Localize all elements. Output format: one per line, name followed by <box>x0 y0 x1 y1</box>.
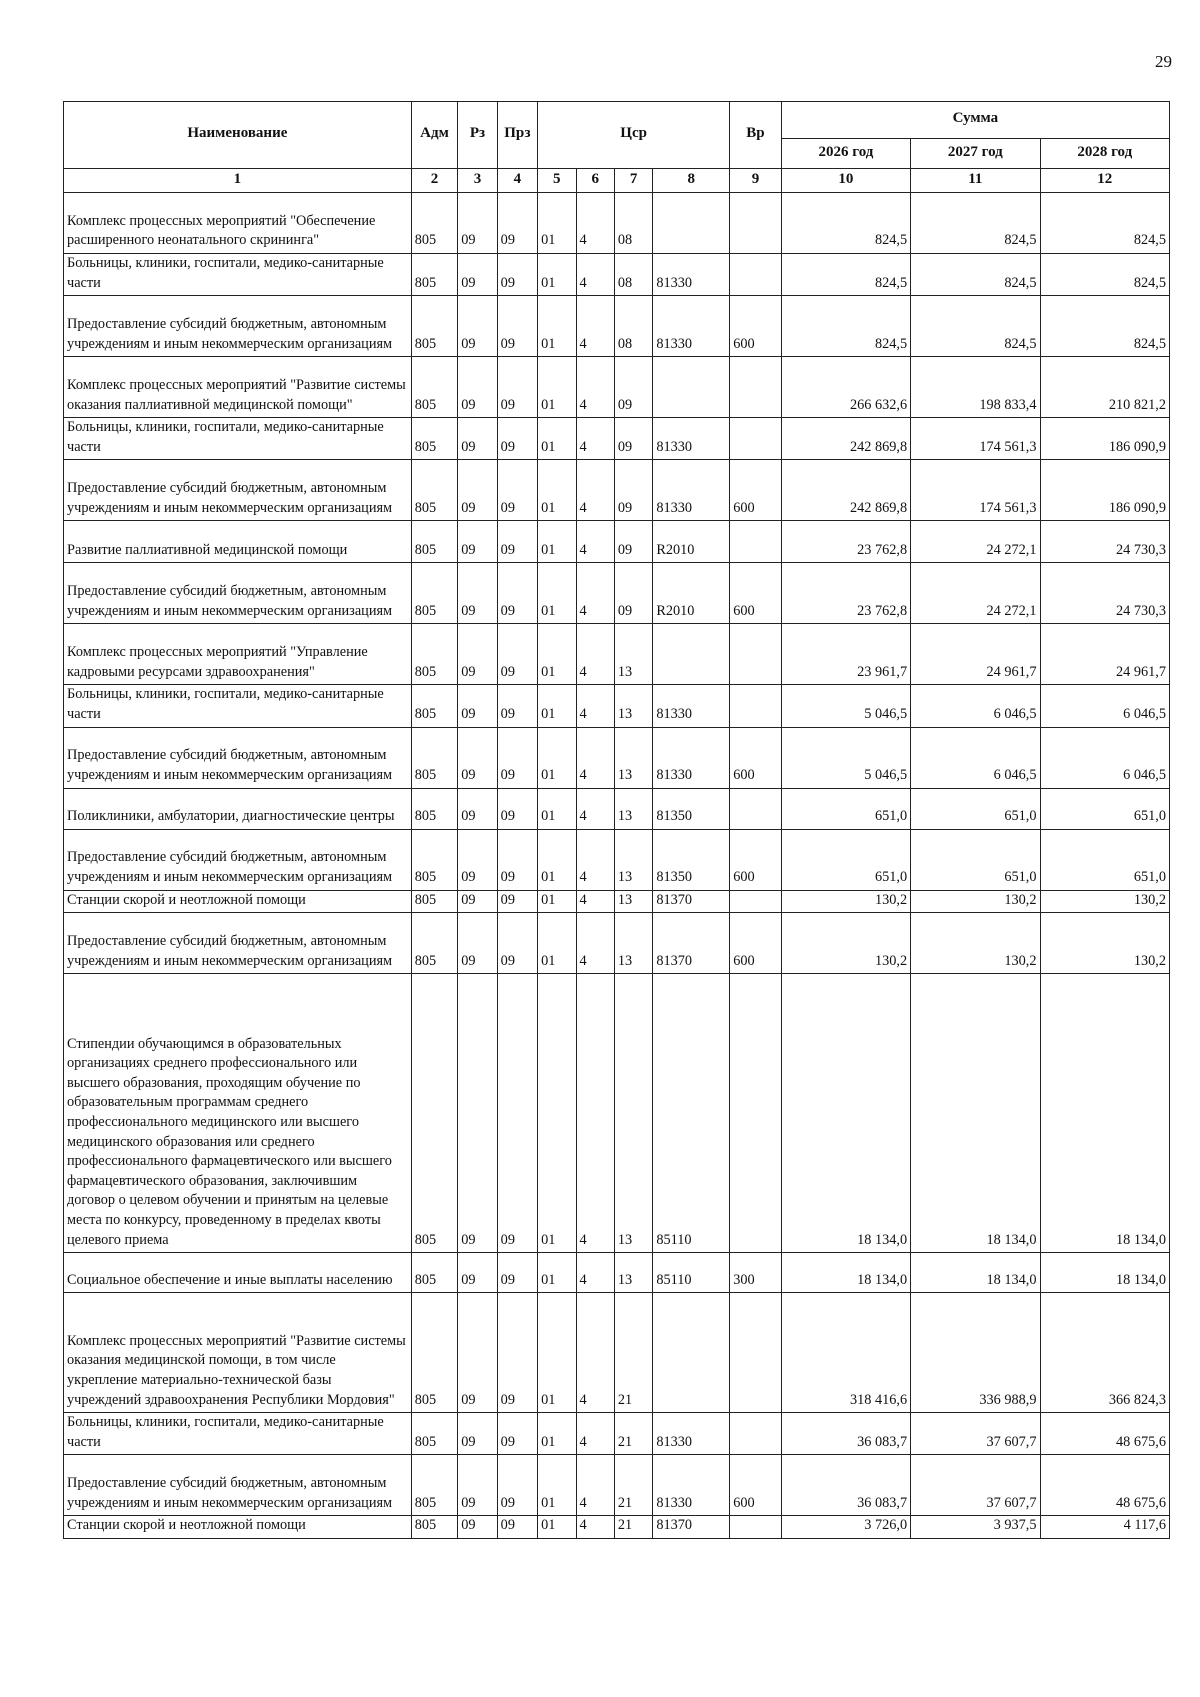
row-csr-program: 01 <box>538 624 576 685</box>
row-amount-2027: 651,0 <box>911 829 1040 890</box>
column-number: 9 <box>730 169 782 193</box>
row-amount-2026: 318 416,6 <box>781 1293 910 1413</box>
row-csr-structural: 09 <box>614 521 652 563</box>
row-csr-type: 4 <box>576 254 614 296</box>
row-prz: 09 <box>497 296 537 357</box>
row-amount-2028: 651,0 <box>1040 788 1169 829</box>
row-csr-direction: 81330 <box>653 1413 730 1455</box>
table-row <box>64 685 1170 727</box>
row-csr-direction: 85110 <box>653 974 730 1253</box>
table-row <box>64 357 1170 418</box>
row-amount-2027: 3 937,5 <box>911 1516 1040 1539</box>
row-prz: 09 <box>497 521 537 563</box>
row-amount-2028: 24 730,3 <box>1040 521 1169 563</box>
row-adm: 805 <box>411 974 458 1253</box>
row-amount-2027: 651,0 <box>911 788 1040 829</box>
row-name: Предоставление субсидий бюджетным, автономным учреждениям и иным некоммерческим организациям <box>64 913 412 974</box>
row-rz: 09 <box>458 685 497 727</box>
row-prz: 09 <box>497 1253 537 1293</box>
header-csr: Цср <box>538 102 730 169</box>
table-row <box>64 460 1170 521</box>
row-adm: 805 <box>411 1253 458 1293</box>
row-csr-structural: 21 <box>614 1455 652 1516</box>
row-prz: 09 <box>497 788 537 829</box>
row-adm: 805 <box>411 624 458 685</box>
row-amount-2028: 6 046,5 <box>1040 727 1169 788</box>
row-amount-2027: 130,2 <box>911 913 1040 974</box>
row-name: Предоставление субсидий бюджетным, автономным учреждениям и иным некоммерческим организациям <box>64 296 412 357</box>
row-csr-direction: 81330 <box>653 685 730 727</box>
table-row <box>64 1253 1170 1293</box>
row-csr-type: 4 <box>576 1516 614 1539</box>
column-number: 8 <box>653 169 730 193</box>
row-prz: 09 <box>497 829 537 890</box>
row-vr <box>730 974 782 1253</box>
row-adm: 805 <box>411 563 458 624</box>
column-number-row <box>64 169 1170 193</box>
table-row <box>64 624 1170 685</box>
row-adm: 805 <box>411 1455 458 1516</box>
header-year-2026: 2026 год <box>781 139 910 169</box>
row-amount-2028: 651,0 <box>1040 829 1169 890</box>
header-year-2028: 2028 год <box>1040 139 1169 169</box>
column-number: 1 <box>64 169 412 193</box>
column-number: 3 <box>458 169 497 193</box>
row-vr <box>730 624 782 685</box>
header-sum: Сумма <box>781 102 1169 139</box>
row-vr <box>730 788 782 829</box>
row-prz: 09 <box>497 193 537 254</box>
row-rz: 09 <box>458 890 497 913</box>
row-amount-2028: 18 134,0 <box>1040 1253 1169 1293</box>
row-rz: 09 <box>458 193 497 254</box>
table-row <box>64 1455 1170 1516</box>
row-amount-2026: 266 632,6 <box>781 357 910 418</box>
row-csr-direction: 81330 <box>653 296 730 357</box>
row-csr-type: 4 <box>576 521 614 563</box>
row-vr: 600 <box>730 563 782 624</box>
row-prz: 09 <box>497 1413 537 1455</box>
row-rz: 09 <box>458 788 497 829</box>
row-csr-type: 4 <box>576 1413 614 1455</box>
row-name: Больницы, клиники, госпитали, медико-санитарные части <box>64 1413 412 1455</box>
row-csr-structural: 21 <box>614 1516 652 1539</box>
row-csr-program: 01 <box>538 1293 576 1413</box>
row-rz: 09 <box>458 418 497 460</box>
row-name: Стипендии обучающимся в образовательных организациях среднего профессионального или высшего образования, проходящим обучение по образовательным программам среднего профессионального медицинского или высшего медицинского образования или среднего профессионального фармацевтического или высшего фармацевтического образования, заключившим договор о целевом обучении и принятым на целевые места по конкурсу, проведенному в пределах квоты целевого приема <box>64 974 412 1253</box>
row-vr <box>730 254 782 296</box>
row-amount-2027: 37 607,7 <box>911 1413 1040 1455</box>
header-vr: Вр <box>730 102 782 169</box>
row-csr-direction: 81330 <box>653 460 730 521</box>
row-amount-2026: 36 083,7 <box>781 1413 910 1455</box>
row-rz: 09 <box>458 563 497 624</box>
row-prz: 09 <box>497 1455 537 1516</box>
column-number: 11 <box>911 169 1040 193</box>
row-name: Больницы, клиники, госпитали, медико-санитарные части <box>64 418 412 460</box>
row-csr-type: 4 <box>576 913 614 974</box>
row-prz: 09 <box>497 913 537 974</box>
row-vr <box>730 1516 782 1539</box>
row-prz: 09 <box>497 563 537 624</box>
row-csr-direction <box>653 624 730 685</box>
row-csr-program: 01 <box>538 1516 576 1539</box>
row-csr-program: 01 <box>538 418 576 460</box>
row-csr-structural: 13 <box>614 727 652 788</box>
row-rz: 09 <box>458 829 497 890</box>
row-csr-type: 4 <box>576 624 614 685</box>
row-rz: 09 <box>458 1455 497 1516</box>
row-csr-structural: 13 <box>614 913 652 974</box>
row-csr-program: 01 <box>538 254 576 296</box>
row-vr <box>730 193 782 254</box>
row-amount-2027: 24 961,7 <box>911 624 1040 685</box>
table-row <box>64 829 1170 890</box>
row-prz: 09 <box>497 460 537 521</box>
table-row <box>64 254 1170 296</box>
row-adm: 805 <box>411 296 458 357</box>
row-prz: 09 <box>497 890 537 913</box>
row-name: Комплекс процессных мероприятий "Развитие системы оказания медицинской помощи, в том числе укрепление материально-технической базы учреждений здравоохранения Республики Мордовия" <box>64 1293 412 1413</box>
table-row <box>64 1516 1170 1539</box>
row-adm: 805 <box>411 1413 458 1455</box>
row-csr-structural: 08 <box>614 296 652 357</box>
row-csr-structural: 21 <box>614 1293 652 1413</box>
row-amount-2026: 23 762,8 <box>781 563 910 624</box>
row-adm: 805 <box>411 727 458 788</box>
row-csr-structural: 13 <box>614 974 652 1253</box>
row-amount-2027: 198 833,4 <box>911 357 1040 418</box>
row-rz: 09 <box>458 1293 497 1413</box>
row-csr-direction: 81370 <box>653 1516 730 1539</box>
table-row <box>64 193 1170 254</box>
row-rz: 09 <box>458 1253 497 1293</box>
row-rz: 09 <box>458 974 497 1253</box>
row-adm: 805 <box>411 193 458 254</box>
row-csr-direction: 81330 <box>653 418 730 460</box>
row-adm: 805 <box>411 254 458 296</box>
row-csr-type: 4 <box>576 727 614 788</box>
row-csr-structural: 09 <box>614 460 652 521</box>
row-csr-direction: 81330 <box>653 1455 730 1516</box>
row-csr-type: 4 <box>576 788 614 829</box>
row-adm: 805 <box>411 521 458 563</box>
row-csr-structural: 13 <box>614 1253 652 1293</box>
header-prz: Прз <box>497 102 537 169</box>
row-rz: 09 <box>458 727 497 788</box>
header-name: Наименование <box>64 102 412 169</box>
row-csr-type: 4 <box>576 418 614 460</box>
row-csr-type: 4 <box>576 193 614 254</box>
row-csr-type: 4 <box>576 890 614 913</box>
row-amount-2026: 242 869,8 <box>781 418 910 460</box>
row-vr <box>730 418 782 460</box>
row-amount-2026: 824,5 <box>781 296 910 357</box>
row-amount-2027: 37 607,7 <box>911 1455 1040 1516</box>
row-name: Предоставление субсидий бюджетным, автономным учреждениям и иным некоммерческим организациям <box>64 1455 412 1516</box>
row-csr-program: 01 <box>538 1455 576 1516</box>
column-number: 10 <box>781 169 910 193</box>
row-csr-structural: 13 <box>614 829 652 890</box>
row-rz: 09 <box>458 624 497 685</box>
row-csr-direction: 81330 <box>653 254 730 296</box>
row-prz: 09 <box>497 254 537 296</box>
row-csr-direction <box>653 193 730 254</box>
row-csr-direction: 85110 <box>653 1253 730 1293</box>
row-csr-program: 01 <box>538 913 576 974</box>
row-adm: 805 <box>411 829 458 890</box>
row-csr-direction: 81370 <box>653 890 730 913</box>
row-amount-2028: 186 090,9 <box>1040 418 1169 460</box>
row-amount-2026: 3 726,0 <box>781 1516 910 1539</box>
row-csr-structural: 09 <box>614 563 652 624</box>
table-row <box>64 890 1170 913</box>
row-rz: 09 <box>458 1413 497 1455</box>
row-name: Предоставление субсидий бюджетным, автономным учреждениям и иным некоммерческим организациям <box>64 460 412 521</box>
table-row <box>64 418 1170 460</box>
row-name: Предоставление субсидий бюджетным, автономным учреждениям и иным некоммерческим организациям <box>64 829 412 890</box>
row-amount-2027: 174 561,3 <box>911 460 1040 521</box>
row-vr <box>730 890 782 913</box>
row-vr <box>730 1293 782 1413</box>
row-name: Больницы, клиники, госпитали, медико-санитарные части <box>64 685 412 727</box>
row-amount-2027: 824,5 <box>911 193 1040 254</box>
column-number: 2 <box>411 169 458 193</box>
row-rz: 09 <box>458 254 497 296</box>
row-csr-structural: 09 <box>614 418 652 460</box>
row-amount-2027: 824,5 <box>911 254 1040 296</box>
row-csr-program: 01 <box>538 788 576 829</box>
row-name: Станции скорой и неотложной помощи <box>64 1516 412 1539</box>
row-amount-2027: 24 272,1 <box>911 563 1040 624</box>
row-amount-2026: 23 961,7 <box>781 624 910 685</box>
row-csr-type: 4 <box>576 357 614 418</box>
row-rz: 09 <box>458 460 497 521</box>
row-csr-program: 01 <box>538 296 576 357</box>
table-row <box>64 913 1170 974</box>
row-csr-program: 01 <box>538 193 576 254</box>
row-csr-program: 01 <box>538 563 576 624</box>
row-vr: 300 <box>730 1253 782 1293</box>
row-csr-structural: 13 <box>614 624 652 685</box>
row-vr <box>730 1413 782 1455</box>
row-csr-program: 01 <box>538 1253 576 1293</box>
table-row <box>64 788 1170 829</box>
row-csr-type: 4 <box>576 1253 614 1293</box>
column-number: 5 <box>538 169 576 193</box>
row-amount-2027: 24 272,1 <box>911 521 1040 563</box>
row-csr-program: 01 <box>538 460 576 521</box>
column-number: 7 <box>614 169 652 193</box>
row-amount-2027: 336 988,9 <box>911 1293 1040 1413</box>
row-amount-2027: 18 134,0 <box>911 974 1040 1253</box>
row-vr: 600 <box>730 727 782 788</box>
row-csr-type: 4 <box>576 1293 614 1413</box>
header-rz: Рз <box>458 102 497 169</box>
row-csr-type: 4 <box>576 829 614 890</box>
row-amount-2027: 824,5 <box>911 296 1040 357</box>
column-number: 4 <box>497 169 537 193</box>
table-row <box>64 521 1170 563</box>
row-amount-2026: 130,2 <box>781 890 910 913</box>
row-csr-type: 4 <box>576 974 614 1253</box>
row-amount-2028: 824,5 <box>1040 254 1169 296</box>
row-csr-direction: 81350 <box>653 788 730 829</box>
row-amount-2028: 186 090,9 <box>1040 460 1169 521</box>
row-amount-2026: 36 083,7 <box>781 1455 910 1516</box>
row-amount-2026: 130,2 <box>781 913 910 974</box>
row-vr: 600 <box>730 296 782 357</box>
row-adm: 805 <box>411 1516 458 1539</box>
row-amount-2026: 824,5 <box>781 193 910 254</box>
row-csr-structural: 08 <box>614 193 652 254</box>
header-year-2027: 2027 год <box>911 139 1040 169</box>
row-vr: 600 <box>730 1455 782 1516</box>
row-vr <box>730 521 782 563</box>
table-row <box>64 1293 1170 1413</box>
row-amount-2027: 6 046,5 <box>911 727 1040 788</box>
row-amount-2026: 242 869,8 <box>781 460 910 521</box>
column-number: 12 <box>1040 169 1169 193</box>
row-rz: 09 <box>458 296 497 357</box>
row-name: Комплекс процессных мероприятий "Развитие системы оказания паллиативной медицинской помощи" <box>64 357 412 418</box>
table-row <box>64 563 1170 624</box>
row-name: Больницы, клиники, госпитали, медико-санитарные части <box>64 254 412 296</box>
page-number: 29 <box>1155 52 1172 71</box>
table-row <box>64 296 1170 357</box>
row-name: Комплекс процессных мероприятий "Обеспечение расширенного неонатального скрининга" <box>64 193 412 254</box>
row-amount-2028: 130,2 <box>1040 913 1169 974</box>
row-amount-2028: 18 134,0 <box>1040 974 1169 1253</box>
row-csr-type: 4 <box>576 685 614 727</box>
row-amount-2027: 174 561,3 <box>911 418 1040 460</box>
row-amount-2027: 6 046,5 <box>911 685 1040 727</box>
row-csr-structural: 21 <box>614 1413 652 1455</box>
row-amount-2026: 824,5 <box>781 254 910 296</box>
row-csr-program: 01 <box>538 521 576 563</box>
row-adm: 805 <box>411 890 458 913</box>
row-amount-2027: 18 134,0 <box>911 1253 1040 1293</box>
row-csr-structural: 13 <box>614 890 652 913</box>
row-name: Станции скорой и неотложной помощи <box>64 890 412 913</box>
row-amount-2028: 210 821,2 <box>1040 357 1169 418</box>
table-row <box>64 727 1170 788</box>
row-amount-2028: 824,5 <box>1040 296 1169 357</box>
row-name: Предоставление субсидий бюджетным, автономным учреждениям и иным некоммерческим организациям <box>64 727 412 788</box>
row-name: Комплекс процессных мероприятий "Управление кадровыми ресурсами здравоохранения" <box>64 624 412 685</box>
row-csr-direction <box>653 357 730 418</box>
row-csr-structural: 13 <box>614 685 652 727</box>
row-amount-2028: 48 675,6 <box>1040 1455 1169 1516</box>
row-rz: 09 <box>458 913 497 974</box>
row-amount-2026: 18 134,0 <box>781 1253 910 1293</box>
row-prz: 09 <box>497 1516 537 1539</box>
row-prz: 09 <box>497 685 537 727</box>
row-adm: 805 <box>411 788 458 829</box>
budget-table <box>63 101 1170 1539</box>
row-prz: 09 <box>497 727 537 788</box>
row-name: Предоставление субсидий бюджетным, автономным учреждениям и иным некоммерческим организациям <box>64 563 412 624</box>
row-amount-2028: 824,5 <box>1040 193 1169 254</box>
row-csr-program: 01 <box>538 890 576 913</box>
row-csr-direction: 81330 <box>653 727 730 788</box>
row-csr-type: 4 <box>576 1455 614 1516</box>
row-amount-2026: 651,0 <box>781 788 910 829</box>
row-adm: 805 <box>411 418 458 460</box>
row-csr-direction: R2010 <box>653 563 730 624</box>
row-amount-2026: 5 046,5 <box>781 727 910 788</box>
row-amount-2028: 24 961,7 <box>1040 624 1169 685</box>
row-csr-direction <box>653 1293 730 1413</box>
row-csr-direction: R2010 <box>653 521 730 563</box>
row-adm: 805 <box>411 460 458 521</box>
row-csr-structural: 09 <box>614 357 652 418</box>
row-amount-2026: 651,0 <box>781 829 910 890</box>
row-csr-type: 4 <box>576 460 614 521</box>
table-row <box>64 974 1170 1253</box>
row-csr-program: 01 <box>538 727 576 788</box>
table-body <box>64 193 1170 1539</box>
row-csr-type: 4 <box>576 296 614 357</box>
row-csr-program: 01 <box>538 357 576 418</box>
row-csr-program: 01 <box>538 685 576 727</box>
row-prz: 09 <box>497 1293 537 1413</box>
row-csr-type: 4 <box>576 563 614 624</box>
row-adm: 805 <box>411 1293 458 1413</box>
row-csr-structural: 13 <box>614 788 652 829</box>
row-vr: 600 <box>730 829 782 890</box>
row-vr <box>730 685 782 727</box>
row-adm: 805 <box>411 685 458 727</box>
row-adm: 805 <box>411 357 458 418</box>
row-prz: 09 <box>497 357 537 418</box>
row-vr <box>730 357 782 418</box>
row-prz: 09 <box>497 974 537 1253</box>
row-csr-program: 01 <box>538 829 576 890</box>
row-vr: 600 <box>730 913 782 974</box>
row-name: Социальное обеспечение и иные выплаты населению <box>64 1253 412 1293</box>
row-amount-2026: 23 762,8 <box>781 521 910 563</box>
row-amount-2026: 5 046,5 <box>781 685 910 727</box>
row-csr-direction: 81350 <box>653 829 730 890</box>
row-rz: 09 <box>458 1516 497 1539</box>
row-vr: 600 <box>730 460 782 521</box>
row-name: Развитие паллиативной медицинской помощи <box>64 521 412 563</box>
row-amount-2028: 48 675,6 <box>1040 1413 1169 1455</box>
row-rz: 09 <box>458 357 497 418</box>
header-adm: Адм <box>411 102 458 169</box>
row-prz: 09 <box>497 418 537 460</box>
row-amount-2028: 4 117,6 <box>1040 1516 1169 1539</box>
row-amount-2028: 24 730,3 <box>1040 563 1169 624</box>
row-amount-2028: 366 824,3 <box>1040 1293 1169 1413</box>
row-prz: 09 <box>497 624 537 685</box>
row-csr-structural: 08 <box>614 254 652 296</box>
row-amount-2028: 6 046,5 <box>1040 685 1169 727</box>
row-amount-2026: 18 134,0 <box>781 974 910 1253</box>
row-amount-2027: 130,2 <box>911 890 1040 913</box>
table-row <box>64 1413 1170 1455</box>
row-csr-direction: 81370 <box>653 913 730 974</box>
row-csr-program: 01 <box>538 1413 576 1455</box>
column-number: 6 <box>576 169 614 193</box>
row-csr-program: 01 <box>538 974 576 1253</box>
row-rz: 09 <box>458 521 497 563</box>
row-adm: 805 <box>411 913 458 974</box>
row-name: Поликлиники, амбулатории, диагностические центры <box>64 788 412 829</box>
row-amount-2028: 130,2 <box>1040 890 1169 913</box>
